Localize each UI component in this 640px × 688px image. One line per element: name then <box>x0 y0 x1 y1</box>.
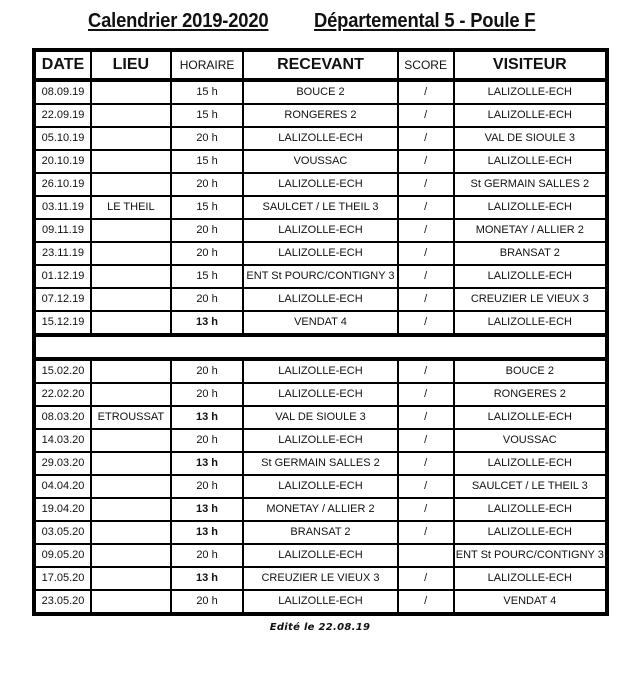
cell-recevant: BOUCE 2 <box>243 80 397 104</box>
cell-visiteur: LALIZOLLE-ECH <box>454 196 607 219</box>
cell-date: 08.03.20 <box>34 406 91 429</box>
cell-date: 19.04.20 <box>34 498 91 521</box>
match-row <box>34 383 607 406</box>
cell-lieu: ETROUSSAT <box>91 406 171 429</box>
cell-date: 09.11.19 <box>34 219 91 242</box>
cell-score: / <box>398 127 454 150</box>
match-row <box>34 406 607 429</box>
cell-horaire: 15 h <box>171 265 244 288</box>
cell-score: / <box>398 383 454 406</box>
match-row <box>34 475 607 498</box>
cell-recevant: LALIZOLLE-ECH <box>243 219 397 242</box>
cell-visiteur: St GERMAIN SALLES 2 <box>454 173 607 196</box>
cell-recevant: SAULCET / LE THEIL 3 <box>243 196 397 219</box>
cell-horaire: 13 h <box>171 521 244 544</box>
cell-visiteur: VENDAT 4 <box>454 590 607 614</box>
cell-lieu <box>91 590 171 614</box>
cell-score <box>398 544 454 567</box>
cell-lieu <box>91 288 171 311</box>
cell-lieu <box>91 359 171 383</box>
cell-date: 08.09.19 <box>34 80 91 104</box>
cell-horaire: 20 h <box>171 242 244 265</box>
cell-recevant: VOUSSAC <box>243 150 397 173</box>
cell-visiteur: LALIZOLLE-ECH <box>454 567 607 590</box>
cell-date: 09.05.20 <box>34 544 91 567</box>
cell-recevant: LALIZOLLE-ECH <box>243 242 397 265</box>
cell-score: / <box>398 521 454 544</box>
match-row <box>34 359 607 383</box>
cell-recevant: CREUZIER LE VIEUX 3 <box>243 567 397 590</box>
cell-horaire: 20 h <box>171 544 244 567</box>
cell-lieu <box>91 219 171 242</box>
cell-date: 03.11.19 <box>34 196 91 219</box>
cell-lieu <box>91 265 171 288</box>
cell-visiteur: LALIZOLLE-ECH <box>454 311 607 335</box>
cell-visiteur: RONGERES 2 <box>454 383 607 406</box>
match-row <box>34 590 607 614</box>
match-row <box>34 452 607 475</box>
cell-horaire: 13 h <box>171 311 244 335</box>
cell-visiteur: BOUCE 2 <box>454 359 607 383</box>
cell-horaire: 15 h <box>171 80 244 104</box>
cell-date: 15.12.19 <box>34 311 91 335</box>
match-row <box>34 219 607 242</box>
cell-recevant: LALIZOLLE-ECH <box>243 173 397 196</box>
cell-date: 26.10.19 <box>34 173 91 196</box>
cell-lieu <box>91 173 171 196</box>
cell-lieu <box>91 150 171 173</box>
cell-visiteur: CREUZIER LE VIEUX 3 <box>454 288 607 311</box>
cell-score: / <box>398 242 454 265</box>
cell-recevant: LALIZOLLE-ECH <box>243 383 397 406</box>
cell-recevant: St GERMAIN SALLES 2 <box>243 452 397 475</box>
match-row <box>34 173 607 196</box>
match-row <box>34 429 607 452</box>
cell-date: 04.04.20 <box>34 475 91 498</box>
cell-visiteur: VAL DE SIOULE 3 <box>454 127 607 150</box>
separator-cell <box>34 335 607 359</box>
cell-visiteur: LALIZOLLE-ECH <box>454 498 607 521</box>
cell-score: / <box>398 104 454 127</box>
cell-horaire: 20 h <box>171 590 244 614</box>
cell-score: / <box>398 173 454 196</box>
cell-recevant: LALIZOLLE-ECH <box>243 544 397 567</box>
cell-recevant: RONGERES 2 <box>243 104 397 127</box>
cell-visiteur: LALIZOLLE-ECH <box>454 406 607 429</box>
edited-date-note: Edité le 22.08.19 <box>269 622 371 633</box>
cell-recevant: LALIZOLLE-ECH <box>243 288 397 311</box>
cell-score: / <box>398 150 454 173</box>
match-row <box>34 288 607 311</box>
cell-score: / <box>398 475 454 498</box>
cell-date: 20.10.19 <box>34 150 91 173</box>
cell-horaire: 20 h <box>171 173 244 196</box>
cell-date: 17.05.20 <box>34 567 91 590</box>
cell-recevant: LALIZOLLE-ECH <box>243 127 397 150</box>
column-header-score: SCORE <box>398 50 454 80</box>
cell-lieu <box>91 80 171 104</box>
match-row <box>34 521 607 544</box>
cell-visiteur: LALIZOLLE-ECH <box>454 80 607 104</box>
cell-lieu <box>91 242 171 265</box>
cell-visiteur: LALIZOLLE-ECH <box>454 265 607 288</box>
column-header-visiteur: VISITEUR <box>454 50 607 80</box>
cell-visiteur: LALIZOLLE-ECH <box>454 104 607 127</box>
cell-date: 03.05.20 <box>34 521 91 544</box>
cell-horaire: 15 h <box>171 104 244 127</box>
cell-horaire: 13 h <box>171 567 244 590</box>
cell-visiteur: ENT St POURC/CONTIGNY 3 <box>454 544 607 567</box>
cell-recevant: VAL DE SIOULE 3 <box>243 406 397 429</box>
cell-lieu: LE THEIL <box>91 196 171 219</box>
cell-lieu <box>91 498 171 521</box>
cell-score: / <box>398 429 454 452</box>
cell-recevant: LALIZOLLE-ECH <box>243 475 397 498</box>
cell-date: 22.09.19 <box>34 104 91 127</box>
cell-horaire: 20 h <box>171 383 244 406</box>
cell-recevant: BRANSAT 2 <box>243 521 397 544</box>
cell-visiteur: BRANSAT 2 <box>454 242 607 265</box>
cell-visiteur: LALIZOLLE-ECH <box>454 150 607 173</box>
cell-lieu <box>91 567 171 590</box>
cell-horaire: 20 h <box>171 475 244 498</box>
match-row <box>34 265 607 288</box>
cell-lieu <box>91 127 171 150</box>
column-header-horaire: HORAIRE <box>171 50 244 80</box>
cell-score: / <box>398 359 454 383</box>
match-row <box>34 567 607 590</box>
cell-date: 23.11.19 <box>34 242 91 265</box>
division-title: Départemental 5 - Poule F <box>314 10 536 32</box>
cell-horaire: 15 h <box>171 196 244 219</box>
table-header-row <box>34 50 607 80</box>
cell-score: / <box>398 406 454 429</box>
cell-lieu <box>91 452 171 475</box>
match-row <box>34 311 607 335</box>
cell-score: / <box>398 196 454 219</box>
cell-lieu <box>91 521 171 544</box>
match-row <box>34 80 607 104</box>
cell-date: 22.02.20 <box>34 383 91 406</box>
cell-horaire: 15 h <box>171 150 244 173</box>
cell-horaire: 20 h <box>171 288 244 311</box>
cell-score: / <box>398 219 454 242</box>
schedule-body <box>34 80 607 614</box>
match-row <box>34 544 607 567</box>
cell-date: 23.05.20 <box>34 590 91 614</box>
cell-score: / <box>398 590 454 614</box>
mid-season-separator <box>34 335 607 359</box>
match-row <box>34 150 607 173</box>
match-row <box>34 498 607 521</box>
cell-lieu <box>91 544 171 567</box>
cell-lieu <box>91 429 171 452</box>
cell-recevant: MONETAY / ALLIER 2 <box>243 498 397 521</box>
cell-horaire: 13 h <box>171 452 244 475</box>
cell-horaire: 20 h <box>171 127 244 150</box>
match-row <box>34 127 607 150</box>
cell-lieu <box>91 311 171 335</box>
cell-recevant: LALIZOLLE-ECH <box>243 359 397 383</box>
page-header <box>0 10 640 40</box>
cell-date: 14.03.20 <box>34 429 91 452</box>
calendar-title: Calendrier 2019-2020 <box>88 10 269 32</box>
cell-horaire: 20 h <box>171 219 244 242</box>
cell-recevant: VENDAT 4 <box>243 311 397 335</box>
cell-horaire: 13 h <box>171 498 244 521</box>
match-row <box>34 242 607 265</box>
cell-recevant: ENT St POURC/CONTIGNY 3 <box>243 265 397 288</box>
cell-date: 29.03.20 <box>34 452 91 475</box>
cell-date: 05.10.19 <box>34 127 91 150</box>
match-row <box>34 196 607 219</box>
cell-date: 15.02.20 <box>34 359 91 383</box>
cell-score: / <box>398 498 454 521</box>
cell-date: 01.12.19 <box>34 265 91 288</box>
cell-horaire: 20 h <box>171 359 244 383</box>
cell-lieu <box>91 104 171 127</box>
cell-score: / <box>398 311 454 335</box>
cell-lieu <box>91 383 171 406</box>
cell-horaire: 13 h <box>171 406 244 429</box>
match-row <box>34 104 607 127</box>
column-header-date: DATE <box>34 50 91 80</box>
cell-score: / <box>398 567 454 590</box>
cell-visiteur: VOUSSAC <box>454 429 607 452</box>
cell-score: / <box>398 452 454 475</box>
cell-score: / <box>398 80 454 104</box>
cell-visiteur: MONETAY / ALLIER 2 <box>454 219 607 242</box>
cell-lieu <box>91 475 171 498</box>
cell-recevant: LALIZOLLE-ECH <box>243 590 397 614</box>
cell-visiteur: LALIZOLLE-ECH <box>454 521 607 544</box>
cell-horaire: 20 h <box>171 429 244 452</box>
column-header-recevant: RECEVANT <box>243 50 397 80</box>
column-header-lieu: LIEU <box>91 50 171 80</box>
schedule-table <box>32 48 609 616</box>
cell-date: 07.12.19 <box>34 288 91 311</box>
cell-score: / <box>398 288 454 311</box>
cell-visiteur: LALIZOLLE-ECH <box>454 452 607 475</box>
cell-visiteur: SAULCET / LE THEIL 3 <box>454 475 607 498</box>
cell-score: / <box>398 265 454 288</box>
cell-recevant: LALIZOLLE-ECH <box>243 429 397 452</box>
